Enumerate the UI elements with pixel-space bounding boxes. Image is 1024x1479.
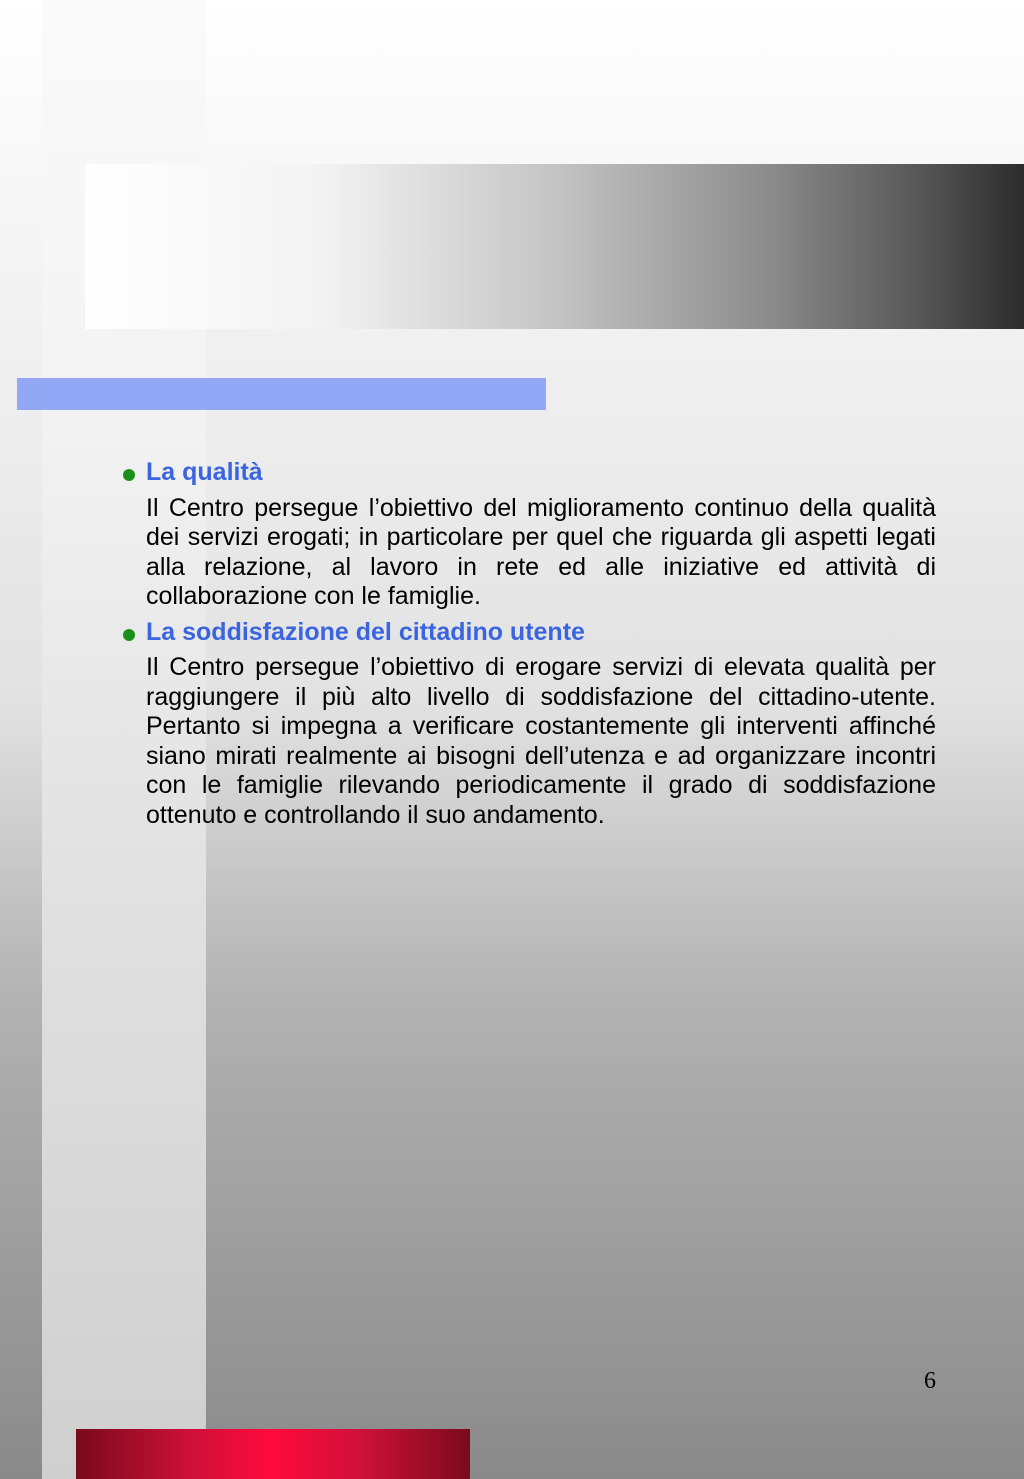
bullet-dot-icon	[123, 469, 135, 481]
section-paragraph: Il Centro persegue l’obiettivo del miglioramento continuo della qualità dei servizi erogati; in particolare per quel che riguarda gli aspetti legati alla relazione, al lavoro in rete ed alle iniziative ed attività di collaborazione con le famiglie.	[146, 493, 936, 610]
bullet-dot-icon	[123, 629, 135, 641]
section-heading: La qualità	[146, 458, 263, 486]
page-number: 6	[924, 1368, 936, 1394]
section-heading: La soddisfazione del cittadino utente	[146, 617, 585, 646]
slide-content	[118, 458, 936, 830]
section-paragraph: Il Centro persegue l’obiettivo di erogare servizi di elevata qualità per raggiungere il più alto livello di soddisfazione del cittadino-utente. Pertanto si impegna a verificare costantemente gli interventi affinché siano mirati realmente ai bisogni dell’utenza e ad organizzare incontri con le famiglie rilevando periodicamente il grado di soddisfazione ottenuto e controllando il suo andamento.	[146, 653, 936, 829]
footer-accent-bar	[76, 1429, 470, 1479]
bullet-item-satisfaction	[118, 618, 936, 831]
bullet-item-quality	[118, 458, 936, 612]
title-bar	[17, 378, 546, 410]
header-gradient-band	[85, 164, 1024, 329]
